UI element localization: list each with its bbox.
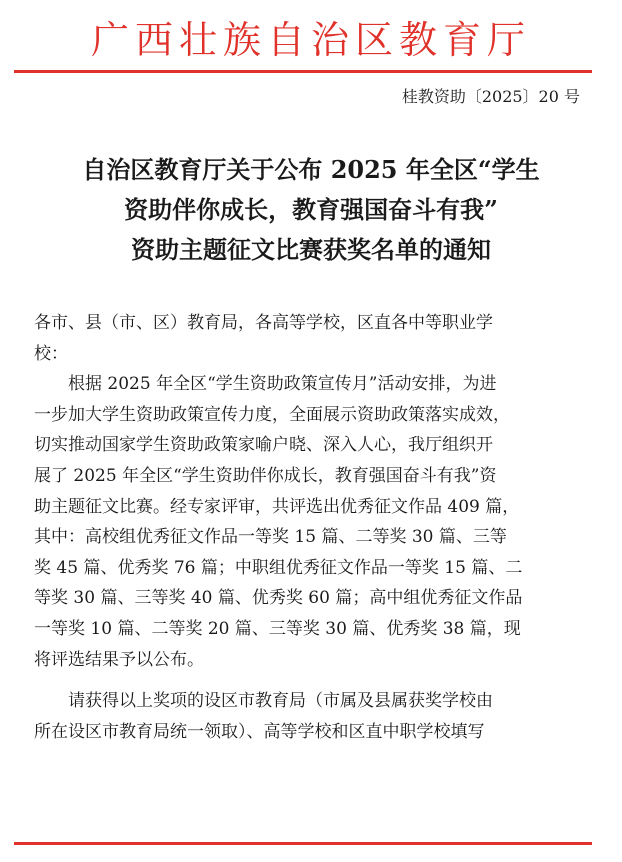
body-line: 将评选结果予以公布。 bbox=[34, 649, 204, 670]
body-line: 一等奖 10 篇、二等奖 20 篇、三等奖 30 篇、优秀奖 38 篇，现 bbox=[34, 618, 521, 639]
addressee-line: 各市、县（市、区）教育局，各高等学校，区直各中等职业学 bbox=[34, 313, 493, 333]
body-line: 一步加大学生资助政策宣传力度，全面展示资助政策落实成效， bbox=[34, 404, 510, 425]
body-line: 切实推动国家学生资助政策家喻户晓、深入人心，我厅组织开 bbox=[34, 435, 493, 456]
body-line: 等奖 30 篇、三等奖 40 篇、优秀奖 60 篇；高中组优秀征文作品 bbox=[34, 588, 523, 609]
body-line: 根据 2025 年全区“学生资助政策宣传月”活动安排，为进 bbox=[68, 374, 497, 395]
body-line: 其中：高校组优秀征文作品一等奖 15 篇、二等奖 30 篇、三等 bbox=[34, 527, 507, 548]
body-line: 展了 2025 年全区“学生资助伴你成长，教育强国奋斗有我”资 bbox=[34, 465, 497, 486]
issuing-authority-header: 广西壮族自治区教育厅 bbox=[90, 18, 531, 62]
notice-title-line: 自治区教育厅关于公布 2025 年全区“学生 bbox=[82, 155, 540, 184]
notice-title-line: 资助伴你成长，教育强国奋斗有我” bbox=[124, 195, 498, 224]
addressee-line: 校： bbox=[34, 343, 68, 364]
header-red-rule bbox=[14, 70, 592, 73]
body-line: 请获得以上奖项的设区市教育局（市属及县属获奖学校由 bbox=[68, 691, 493, 712]
notice-title-line: 资助主题征文比赛获奖名单的通知 bbox=[131, 235, 491, 264]
notice-title bbox=[0, 150, 622, 270]
notice-body bbox=[34, 308, 590, 747]
document-number: 桂教资助〔2025〕20 号 bbox=[401, 87, 580, 106]
body-line: 助主题征文比赛。经专家评审，共评选出优秀征文作品 409 篇， bbox=[34, 496, 520, 517]
body-line: 奖 45 篇、优秀奖 76 篇；中职组优秀征文作品一等奖 15 篇、二 bbox=[34, 557, 523, 578]
body-line: 所在设区市教育局统一领取）、高等学校和区直中职学校填写 bbox=[34, 721, 485, 742]
footer-red-rule bbox=[14, 842, 592, 845]
